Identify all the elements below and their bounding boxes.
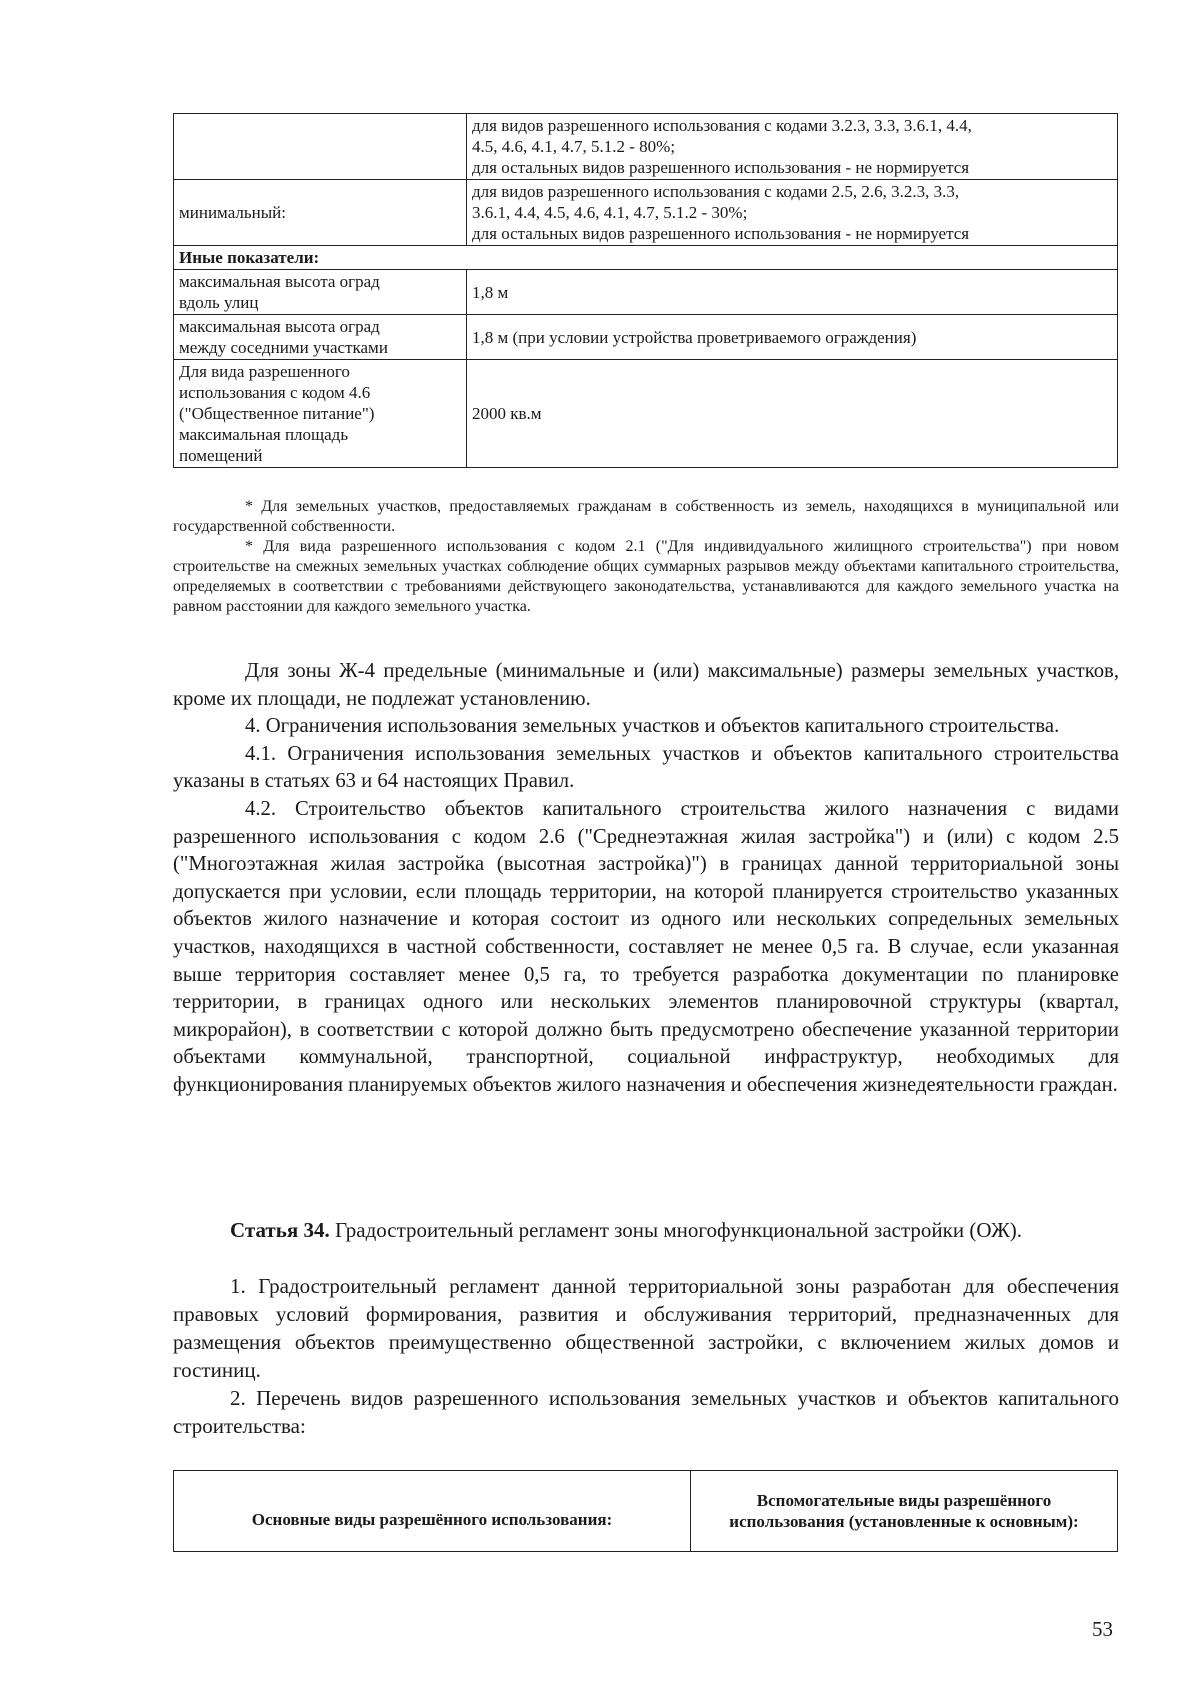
row-label: максимальная высота оград между соседними участками [174,315,467,360]
paragraph: 4. Ограничения использования земельных участков и объектов капитального строительства. [245,715,1060,738]
section-header: Иные показатели: [174,246,1118,270]
table-row [174,315,1118,360]
paragraph: 4.2. Строительство объектов капитального строительства жилого назначения с видами разрешенного использования с кодом 2.6 ("Среднеэтажная жилая застройка") и (или) с кодом 2.5 ("Многоэтажная жилая застройка (высотная застройка)") в границах данной территориальной зоны допускается при условии, если площадь территории, на которой планируется строительство указанных объектов жилого назначение и которая состоит из одного или нескольких сопредельных земельных участков, находящихся в частной собственности, составляет не менее 0,5 га. В случае, если указанная выше территория составляет менее 0,5 га, то требуется разработка документации по планировке территории, в границах одного или нескольких элементов планировочной структуры (квартал, микрорайон), в соответствии с которой должно быть предусмотрено обеспечение указанной территории объектами коммунальной, транспортной, социальной инфраструктур, необходимых для функционирования планируемых объектов жилого назначения и обеспечения жизнедеятельности граждан. [173,797,1119,1096]
page-number: 53 [1092,1617,1113,1641]
row-value: 1,8 м (при условии устройства проветриваемого ограждения) [467,315,1118,360]
column-header-auxiliary-uses: Вспомогательные виды разрешённого использования (установленные к основным): [691,1471,1118,1552]
paragraph: 2. Перечень видов разрешенного использования земельных участков и объектов капитального строительства: [173,1386,1119,1438]
parameters-table [173,113,1118,468]
table-header-row [174,1471,1118,1552]
article-title: Градостроительный регламент зоны многофункциональной застройки (ОЖ). [334,1218,1023,1242]
row-value: для видов разрешенного использования с кодами 2.5, 2.6, 3.2.3, 3.3, 3.6.1, 4.4, 4.5, 4.6, 4.1, 4.7, 5.1.2 - 30%; для остальных видов разрешенного использования - не нормируется [467,180,1118,246]
article-section [173,1216,1119,1440]
row-value: 1,8 м [467,270,1118,315]
row-label: максимальная высота оград вдоль улиц [174,270,467,315]
section-header-row [174,246,1118,270]
column-header-main-uses: Основные виды разрешённого использования: [174,1471,691,1552]
row-value: 2000 кв.м [467,360,1118,468]
table-row [174,180,1118,246]
body-text [173,658,1119,1100]
table-row [174,270,1118,315]
uses-table [173,1470,1118,1552]
paragraph: 4.1. Ограничения использования земельных участков и объектов капитального строительства указаны в статьях 63 и 64 настоящих Правил. [173,742,1119,793]
row-value: для видов разрешенного использования с кодами 3.2.3, 3.3, 3.6.1, 4.4, 4.5, 4.6, 4.1, 4.7, 5.1.2 - 80%; для остальных видов разрешенного использования - не нормируется [467,114,1118,180]
table-row [174,360,1118,468]
row-label: Для вида разрешенного использования с кодом 4.6 ("Общественное питание") максимальная площадь помещений [174,360,467,468]
paragraph: 1. Градостроительный регламент данной территориальной зоны разработан для обеспечения правовых условий формирования, развития и обслуживания территорий, предназначенных для размещения объектов преимущественно общественной застройки, с включением жилых домов и гостиниц. [173,1274,1119,1382]
article-heading [173,1216,1119,1244]
row-label [174,114,467,180]
article-number: Статья 34. [230,1218,330,1242]
paragraph: Для зоны Ж-4 предельные (минимальные и (или) максимальные) размеры земельных участков, кроме их площади, не подлежат установлению. [173,660,1119,710]
table-row [174,114,1118,180]
footnotes [173,497,1119,617]
row-label: минимальный: [174,180,467,246]
footnote: * Для вида разрешенного использования с кодом 2.1 ("Для индивидуального жилищного строительства") при новом строительстве на смежных земельных участках соблюдение общих суммарных разрывов между объектами капитального строительства, определяемых в соответствии с требованиями действующего законодательства, устанавливаются для каждого земельного участка на равном расстоянии для каждого земельного участка. [173,538,1119,615]
footnote: * Для земельных участков, предоставляемых гражданам в собственность из земель, находящихся в муниципальной или государственной собственности. [173,498,1119,535]
